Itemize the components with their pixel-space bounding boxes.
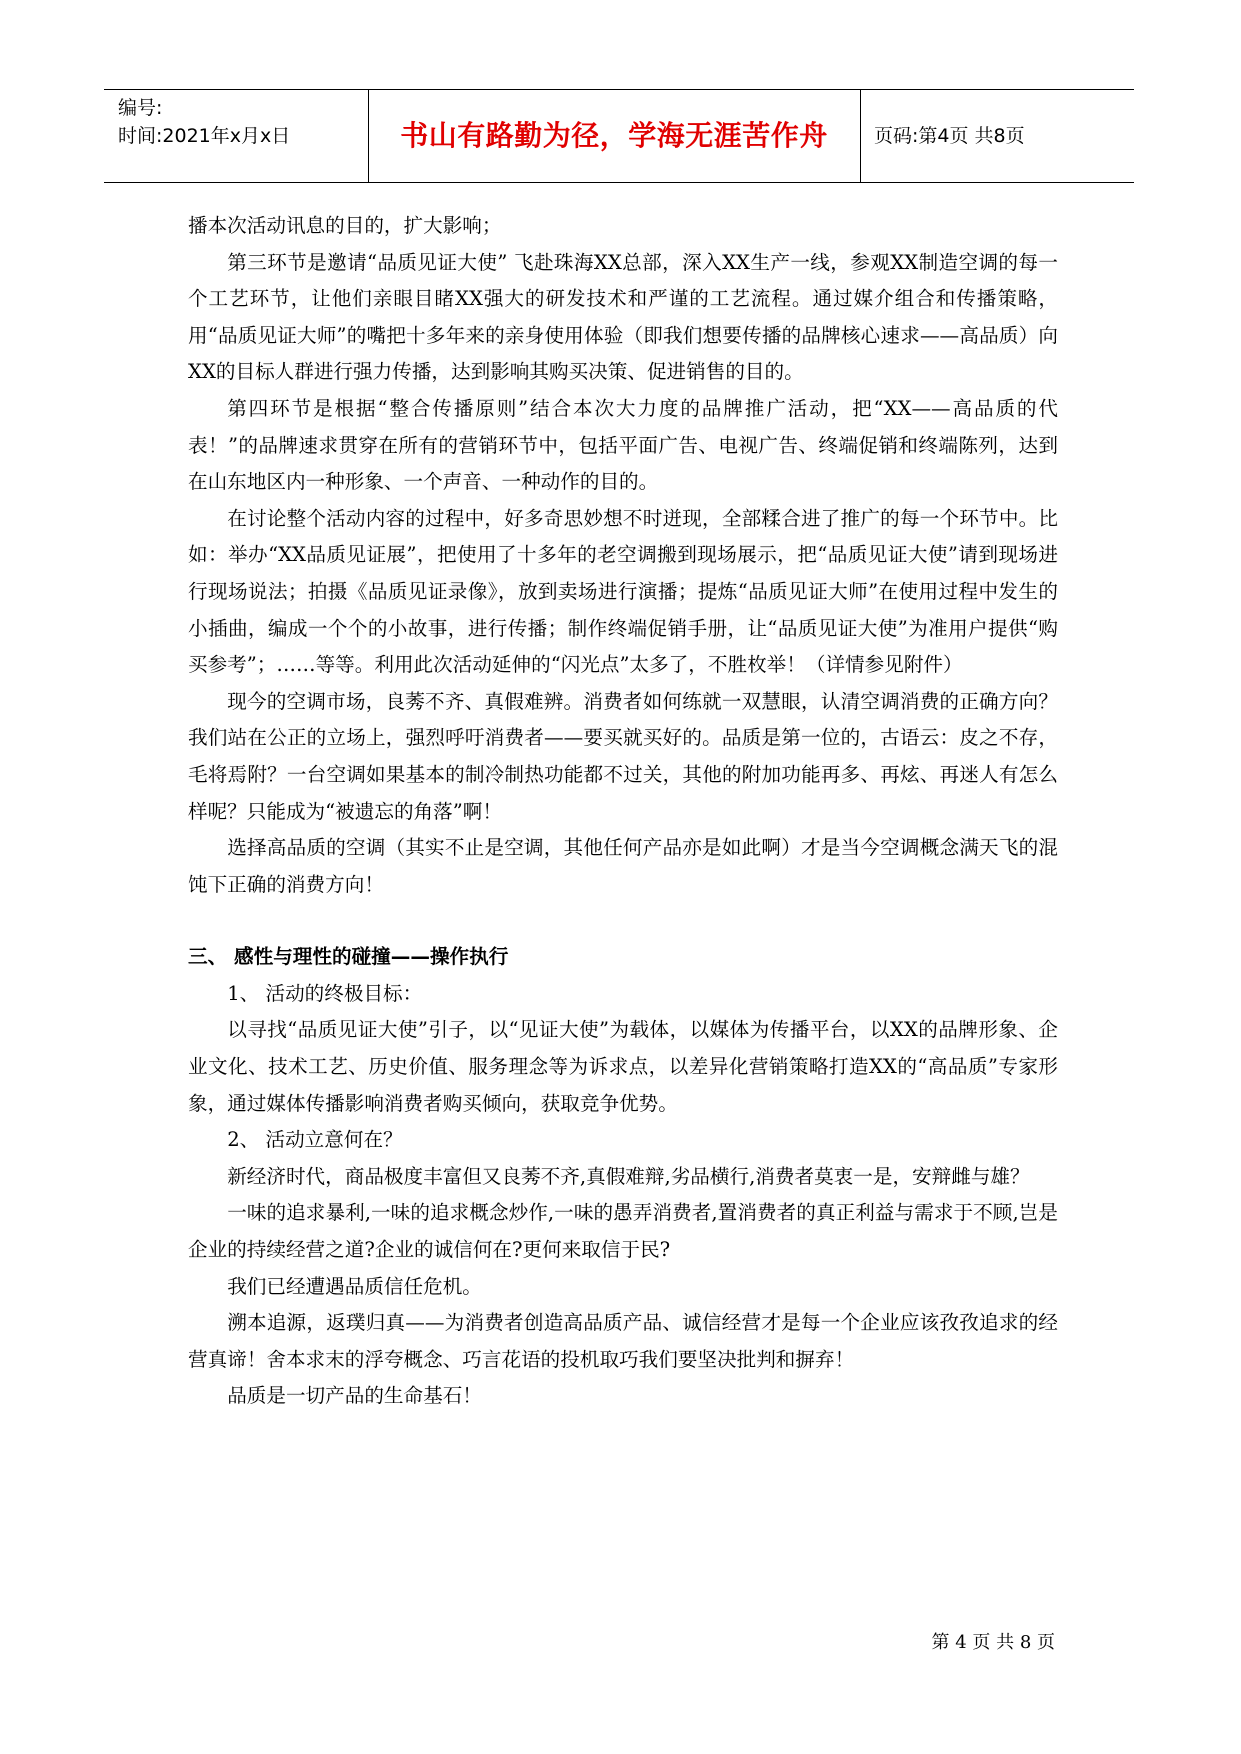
header-divider-right [860,90,861,182]
document-number-label: 编号: [118,97,163,119]
header-meta [118,94,368,150]
paragraph: 一味的追求暴利,一味的追求概念炒作,一味的愚弄消费者,置消费者的真正利益与需求于不顾,岂是企业的持续经营之道?企业的诚信何在?更何来取信于民? [188,1201,1058,1262]
paragraph: 溯本追源，返璞归真——为消费者创造高品质产品、诚信经营才是每一个企业应该孜孜追求的经营真谛！舍本求末的浮夸概念、巧言花语的投机取巧我们要坚决批判和摒弃！ [188,1311,1058,1371]
paragraph: 在讨论整个活动内容的过程中，好多奇思妙想不时迸现，全部糅合进了推广的每一个环节中。比如：举办“XX品质见证展”，把使用了十多年的老空调搬到现场展示，把“品质见证大使”请到现场进行现场说法；拍摄《品质见证录像》，放到卖场进行演播；提炼“品质见证大师”在使用过程中发生的小插曲，编成一个个的小故事，进行传播；制作终端促销手册，让“品质见证大使”为准用户提供“购买参考”；……等等。利用此次活动延伸的“闪光点”太多了，不胜枚举！（详情参见附件） [188,506,1058,677]
paragraph: 第四环节是根据“整合传播原则”结合本次大力度的品牌推广活动，把“XX——高品质的代表！”的品牌速求贯穿在所有的营销环节中，包括平面广告、电视广告、终端促销和终端陈列，达到在山东地区内一种形象、一个声音、一种动作的目的。 [188,396,1058,494]
paragraph: 我们已经遭遇品质信任危机。 [227,1274,482,1298]
paragraph: 选择高品质的空调（其实不止是空调，其他任何产品亦是如此啊）才是当今空调概念满天飞的混饨下正确的消费方向！ [188,836,1058,896]
paragraph: 播本次活动讯息的目的，扩大影响； [188,214,502,237]
document-body [188,208,1058,1415]
subsection-title: 2、 活动立意何在？ [227,1128,403,1152]
paragraph: 品质是一切产品的生命基石！ [227,1384,482,1408]
page-header [104,89,1134,183]
paragraph: 以寻找“品质见证大使”引子，以“见证大使”为载体，以媒体为传播平台，以XX的品牌形象、企业文化、技术工艺、历史价值、服务理念等为诉求点，以差异化营销策略打造XX的“高品质”专家形象，通过媒体传播影响消费者购买倾向，获取竞争优势。 [188,1018,1058,1115]
paragraph: 新经济时代，商品极度丰富但又良莠不齐,真假难辩,劣品横行,消费者莫衷一是，安辩雌与雄？ [227,1164,1030,1188]
paragraph: 第三环节是邀请“品质见证大使” 飞赴珠海XX总部，深入XX生产一线，参观XX制造空调的每一个工艺环节，让他们亲眼目睹XX强大的研发技术和严谨的工艺流程。通过媒介组合和传播策略，用“品质见证大师”的嘴把十多年来的亲身使用体验（即我们想要传播的品牌核心速求——高品质）向XX的目标人群进行强力传播，达到影响其购买决策、促进销售的目的。 [188,250,1058,384]
section-heading: 三、 感性与理性的碰撞——操作执行 [188,945,509,969]
subsection-title: 1、 活动的终极目标： [227,981,423,1005]
paragraph: 现今的空调市场，良莠不齐、真假难辨。消费者如何练就一双慧眼，认清空调消费的正确方向？我们站在公正的立场上，强烈呼吁消费者——要买就买好的。品质是第一位的，古语云：皮之不存，毛将焉附？一台空调如果基本的制冷制热功能都不过关，其他的附加功能再多、再炫、再迷人有怎么样呢？只能成为“被遗忘的角落”啊！ [188,689,1058,823]
header-page-number: 页码:第4页 共8页 [874,125,1025,147]
document-time-label: 时间:2021年x月x日 [118,125,291,147]
page-footer: 第 4 页 共 8 页 [931,1632,1055,1653]
header-motto: 书山有路勤为径，学海无涯苦作舟 [400,119,828,152]
